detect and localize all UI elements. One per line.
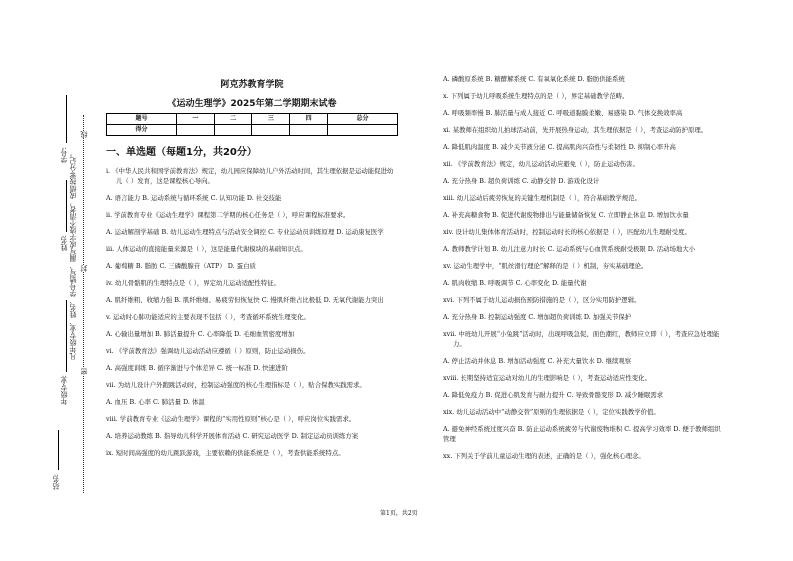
left-column: [106, 80, 398, 465]
score-cell: 一: [177, 114, 215, 125]
question-stem: ix. 短时间高强度的幼儿跳跃游戏，主要依赖的供能系统是（ ），考查供能系统特点。: [106, 449, 345, 457]
site-label: 站名:: [52, 474, 60, 491]
question-stem: x. 下列属于幼儿呼吸系统生理特点的是（ ），界定基础教学范畴。: [443, 92, 629, 100]
question-options: A. 心输出量增加 B. 肺活量提升 C. 心率降低 D. 毛细血管密度增加: [106, 330, 295, 338]
score-cell: 三: [252, 114, 290, 125]
question-stem: iii. 人体运动的直接能量来源是（ ），这是能量代谢模块的基础知识点。: [106, 245, 307, 253]
score-cell: 得分: [107, 125, 177, 136]
score-cell: 二: [214, 114, 252, 125]
question-options: A. 培养运动教练 B. 指导幼儿科学开展体育活动 C. 研究运动医学 D. 制定运动员训练方案: [106, 432, 359, 440]
name-line: [66, 180, 67, 232]
id-label: 学号:: [60, 147, 68, 164]
question-stem: xvi. 下列不属于幼儿运动损伤预防措施的是（ ），区分实用防护逻辑。: [443, 296, 641, 304]
school-name: 阿克苏教育学院: [220, 80, 284, 90]
score-table: [106, 113, 398, 136]
grade-label: 年级专业:: [60, 375, 68, 406]
score-cell: [177, 125, 215, 136]
question-list-right: [443, 74, 723, 461]
question-options: A. 磷酸原系统 B. 糖酵解系统 C. 有氧氧化系统 D. 脂肪供能系统: [443, 75, 625, 83]
section-heading: 一、单选题（每题1分，共20分）: [106, 147, 257, 158]
binding-notice: 凡年级专业、姓名、学号错写、漏写或字迹不清者，成绩按零分记。: [69, 150, 77, 360]
question-options: A. 运动解剖学基础 B. 幼儿运动生理特点与活动安全调控 C. 专业运动员训练原理 D. 运动康复医学: [106, 228, 384, 236]
question-options: A. 语言能力 B. 运动系统与循环系统 C. 认知功能 D. 社交技能: [106, 194, 282, 202]
score-cell: [290, 125, 328, 136]
score-table-score-row: [107, 125, 398, 136]
right-column: [443, 74, 723, 468]
question-options: A. 教师教学计划 B. 幼儿注意力时长 C. 运动系统与心血管系统耐受极限 D. 活动场地大小: [443, 245, 696, 253]
question-stem: iv. 幼儿骨骼肌的生理特点是（ ），界定幼儿运动适配性特征。: [106, 279, 280, 287]
question-options: A. 降低肌肉温度 B. 减少关节液分泌 C. 提高肌肉兴奋性与柔韧性 D. 抑制心率升高: [443, 143, 676, 151]
question-options: A. 停止活动并休息 B. 增加活动强度 C. 补充大量饮水 D. 继续观察: [443, 357, 632, 365]
question-stem: viii. 学前教育专业《运动生理学》课程的“实用性原则”核心是（ ），呼应岗位实践需求。: [106, 415, 356, 423]
seal-char-xian: 线: [80, 131, 88, 138]
question-stem: vii. 为幼儿设计户外跑跳活动时，控制运动强度的核心生理指标是（ ），贴合保教实践需求。: [106, 381, 366, 389]
name-label: 姓名:: [60, 235, 68, 252]
question-stem: i. 《中华人民共和国学前教育法》规定，幼儿园应保障幼儿户外活动时间，其生理依据是运动能促进幼儿（ ）发育，这是课程核心导向。: [106, 167, 394, 185]
question-stem: xi. 某教师在组织幼儿拍球活动前，先开展热身运动，其生理依据是（ ），考查运动防护原理。: [443, 126, 708, 134]
question-stem: xvii. 中班幼儿开展“小兔跳”活动时，出现呼吸急促、面色潮红，教师应立即（ ），考查应急处理能力。: [443, 330, 720, 348]
question-stem: xviii. 长期坚持适宜运动对幼儿的生理影响是（ ），考查运动适应性变化。: [443, 374, 651, 382]
question-options: A. 血压 B. 心率 C. 肺活量 D. 体温: [106, 398, 205, 406]
question-options: A. 呼吸频率慢 B. 肺活量与成人接近 C. 呼吸道黏膜柔嫩、易感染 D. 气体交换效率高: [443, 109, 683, 117]
question-options: A. 高强度训练 B. 循序渐进与个体差异 C. 统一标准 D. 快速进阶: [106, 364, 288, 372]
question-options: A. 充分热身 B. 超负荷训练 C. 动静交替 D. 游戏化设计: [443, 177, 600, 185]
question-options: A. 肌肉收缩 B. 呼吸调节 C. 心率变化 D. 能量代谢: [443, 279, 587, 287]
score-cell: 总分: [327, 114, 397, 125]
score-cell: 四: [290, 114, 328, 125]
question-stem: ii. 学前教育专业《运动生理学》课程第二学期的核心任务是（ ），呼应课程标准要求。: [106, 211, 350, 219]
question-options: A. 葡萄糖 B. 脂肪 C. 三磷酸腺苷（ATP） D. 蛋白质: [106, 262, 256, 270]
question-options: A. 补充高糖食物 B. 促进代谢废物排出与能量储备恢复 C. 立即静止休息 D. 增加饮水量: [443, 211, 689, 219]
seal-char-mi: 密: [80, 368, 88, 375]
question-stem: v. 运动时心肺功能适应的主要表现不包括（ ），考查循环系统生理变化。: [106, 313, 310, 321]
score-cell: [327, 125, 397, 136]
id-line: [66, 95, 67, 143]
question-stem: xii. 《学前教育法》规定，幼儿运动活动应避免（ ），防止运动伤害。: [443, 160, 639, 168]
grade-line: [66, 300, 67, 372]
question-stem: xv. 运动生理学中，“肌丝滑行理论”解释的是（ ）机制，夯实基础理论。: [443, 262, 648, 270]
question-options: A. 避免神经系统过度兴奋 B. 防止运动系统疲劳与代谢废物堆积 C. 提高学习效率 D. 便于教师组织管理: [443, 425, 721, 443]
score-cell: 题号: [107, 114, 177, 125]
question-stem: xix. 幼儿运动活动中“动静交替”原则的生理依据是（ ），定位实践教学价值。: [443, 408, 660, 416]
question-stem: xx. 下列关于学前儿童运动生理的表述，正确的是（ ），强化核心理念。: [443, 452, 645, 460]
exam-title: 《运动生理学》2025年第二学期期末试卷: [167, 99, 337, 109]
score-cell: [252, 125, 290, 136]
page-footer: 第1页，共2页: [380, 510, 418, 517]
question-stem: vi. 《学前教育法》强调幼儿运动活动应遵循（ ）原则，防止运动损伤。: [106, 347, 310, 355]
question-list-left: [106, 166, 398, 458]
question-stem: xiii. 幼儿运动后疲劳恢复的关键生理机制是（ ），符合基础教学规范。: [443, 194, 641, 202]
score-table-header-row: [107, 114, 398, 125]
site-line: [58, 430, 59, 470]
question-options: A. 肌纤维粗、收缩力强 B. 肌纤维细、易疲劳但恢复快 C. 慢肌纤维占比极低 D. 无氧代谢能力突出: [106, 296, 384, 304]
score-cell: [214, 125, 252, 136]
seal-line: [83, 115, 84, 493]
question-stem: xiv. 设计幼儿集体体育活动时，控制运动时长的核心依据是（ ），匹配幼儿生理耐受度。: [443, 228, 691, 236]
question-options: A. 降低免疫力 B. 促进心肌发育与耐力提升 C. 导致骨骼变形 D. 减少睡眠需求: [443, 391, 664, 399]
question-options: A. 充分热身 B. 控制运动强度 C. 增加超负荷训练 D. 加强关节保护: [443, 313, 632, 321]
seal-char-feng: 封: [80, 265, 88, 272]
